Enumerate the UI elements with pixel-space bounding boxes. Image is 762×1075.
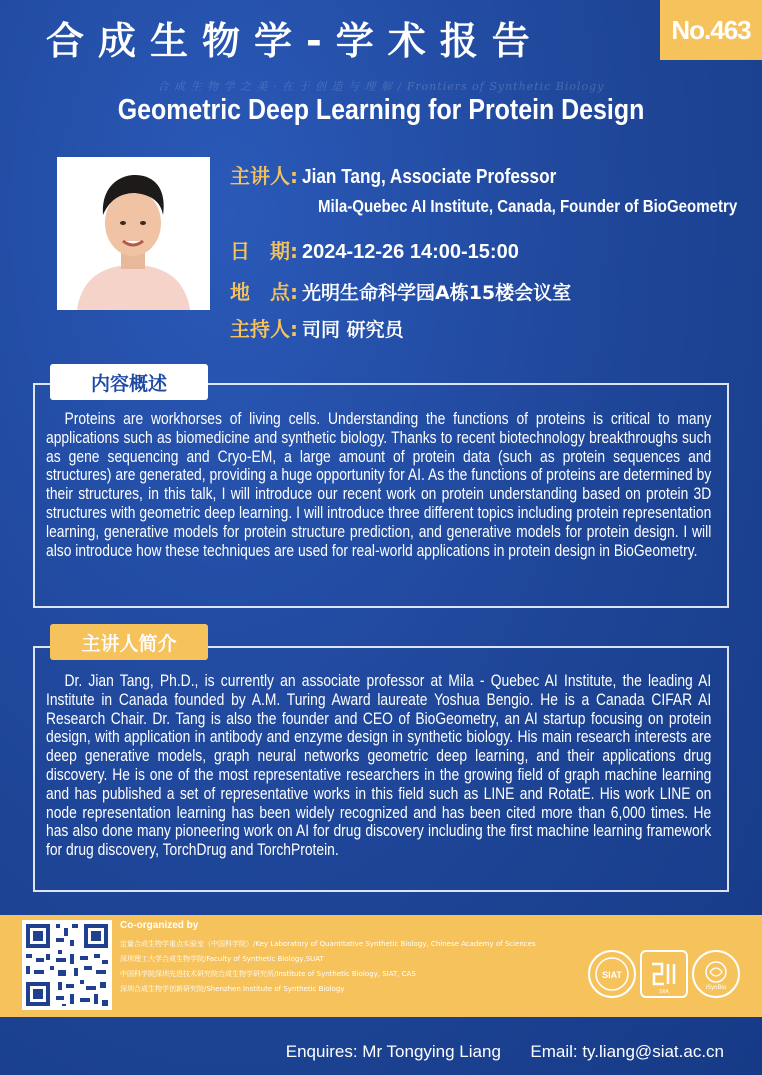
siia-logo: [640, 950, 688, 998]
event-series-title: 合成生物学-学术报告: [46, 19, 544, 63]
qr-code: [22, 920, 112, 1010]
isynbio-logo: [692, 950, 740, 998]
siat-logo: [588, 950, 636, 998]
date-label: 日 期:: [230, 239, 298, 263]
coorganizers: [120, 920, 536, 997]
speaker-portrait-icon: [57, 157, 210, 310]
host-value: 司同 研究员: [302, 319, 404, 341]
enquires-contact: Enquires: Mr Tongying Liang: [285, 1042, 501, 1061]
speaker-affiliation: Mila-Quebec AI Institute, Canada, Founder of BioGeometry: [318, 196, 738, 216]
isynbio-seal-icon: [694, 952, 738, 996]
svg-text:iSynBio: iSynBio: [705, 985, 727, 991]
svg-text:SIAT: SIAT: [602, 970, 622, 980]
decorative-tagline: 合 成 生 物 学 之 美 · 在 于 创 造 与 理 解 / Frontiers of Synthetic Biology: [157, 80, 605, 93]
siia-mark-icon: [642, 952, 686, 996]
host-label: 主持人:: [230, 317, 298, 341]
issue-number-badge: No.463: [660, 0, 762, 60]
coorganized-title: Co-organized by: [120, 920, 199, 931]
siat-seal-icon: [590, 952, 634, 996]
organizer-line: 定量合成生物学重点实验室（中国科学院）/Key Laboratory of Quantitative Synthetic Biology, Chinese Academy of Sciences: [120, 940, 536, 948]
organizer-line: 中国科学院深圳先进技术研究院合成生物学研究所/Institute of Synthetic Biology, SIAT, CAS: [120, 970, 416, 978]
date-row: [230, 235, 519, 264]
speaker-photo: [57, 157, 210, 310]
location-row: [230, 276, 571, 305]
host-row: [230, 313, 404, 342]
organizer-line: 深圳合成生物学创新研究院/Shenzhen Institute of Synthetic Biology: [120, 985, 345, 993]
contact-line: [0, 1042, 724, 1062]
abstract-text: Proteins are workhorses of living cells. Understanding the functions of proteins is critical to many applications such as biomedicine and synthetic biology. Thanks to recent biotechnology breakthroughs such as gene sequencing and Cryo-EM, a large amount of protein data (such as protein sequences and structures) are generated, providing a huge opportunity for AI. As the functions of proteins are determined by their structures, in this talk, I will introduce our recent work on protein understanding based on protein 3D structures with geometric deep learning. I will introduce three different topics including protein representation learning, generative models for protein structure prediction, and generative models for protein design. I will also introduce how these techniques are used for real-world applications in protein design in BioGeometry.: [46, 410, 712, 560]
svg-text:SIIA: SIIA: [659, 989, 669, 995]
bio-text: Dr. Jian Tang, Ph.D., is currently an associate professor at Mila - Quebec AI Institute, the leading AI Institute in Canada founded by A.M. Turing Award laureate Yoshua Bengio. He is a Canada CIFAR AI Research Chair. Dr. Tang is also the founder and CEO of BioGeometry, an AI startup focusing on protein design, with application in antibody and enzyme design in synthetic biology. His main research interests are deep generative models, graph neural networks geometric deep learning, and their applications drug discovery. He is one of the most representative researchers in the growing field of graph machine learning and has published a set of representative works in this field such as LINE and RotatE. His work LINE on node representation learning has been widely recognized and has been cited more than 6,000 times. He has also done many pioneering work on AI for drug discovery including the first machine learning framework for drug discovery, TorchDrug and TorchProtein.: [46, 672, 712, 860]
talk-title: Geometric Deep Learning for Protein Design: [117, 94, 645, 126]
speaker-row: [230, 160, 598, 189]
date-value: 2024-12-26 14:00-15:00: [302, 241, 519, 263]
organizer-line: 深圳理工大学合成生物学院/Faculty of Synthetic Biology,SUAT: [120, 955, 324, 963]
speaker-name: Jian Tang, Associate Professor: [302, 166, 557, 188]
bio-heading: 主讲人简介: [50, 624, 208, 660]
location-label: 地 点:: [230, 280, 298, 304]
location-value: 光明生命科学园A栋15楼会议室: [302, 282, 572, 304]
email-contact[interactable]: Email: ty.liang@siat.ac.cn: [530, 1042, 724, 1061]
qr-code-icon: [22, 920, 112, 1010]
speaker-label: 主讲人:: [230, 164, 298, 188]
abstract-heading: 内容概述: [50, 364, 208, 400]
